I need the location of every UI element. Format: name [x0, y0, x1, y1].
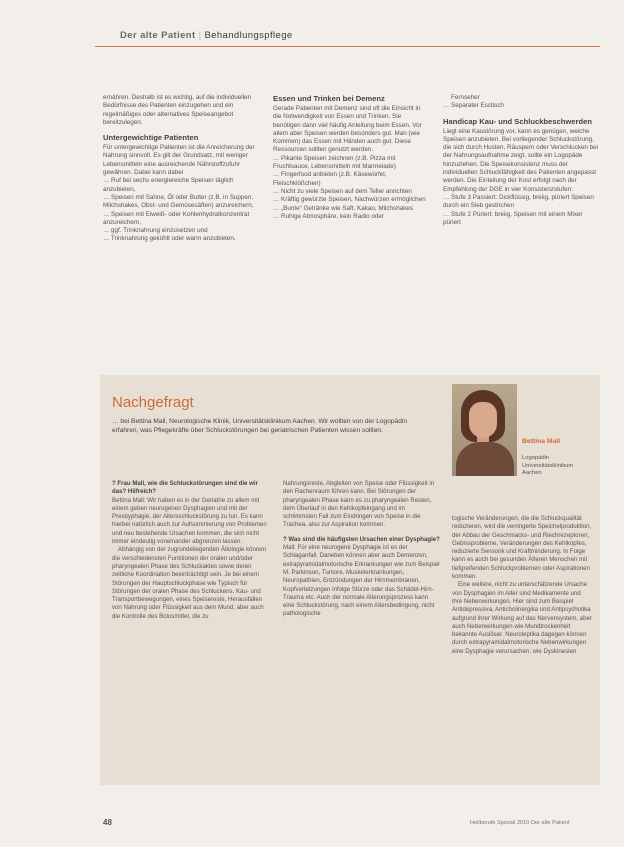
interview-column-3: [452, 515, 592, 656]
footer-source: Heilberufe Spezial 2010 Der alte Patient: [470, 820, 570, 826]
col1-text: Für untergewichtige Patienten ist die Anreicherung der Nahrung sinnvoll. Es gilt der Grundsatz, mit weniger Lebensmitteln eine ausreichende Nährstoffzufuhr gewähren. Dabei kann dabei: [103, 144, 255, 177]
answer: Nahrungsreste, Abgleiten von Speise oder Flüssigkeit in den Rachenraum führen kann. Bei Störungen der pharyngealen Phase kann es zu pharyngealen Resten, dem Überlauf in den Kehlkopfeingang und im schlimmsten Fall zum Eindringen von Speise in die Trachea, also zur Aspiration kommen.: [283, 480, 435, 529]
col3-top-list: [443, 94, 600, 111]
list-item: … Ruhige Atmosphäre, kein Radio oder: [273, 212, 384, 220]
col1-heading: Untergewichtige Patienten: [103, 133, 199, 143]
column-3: [443, 94, 600, 227]
answer: Bettina Mall: Wir haben es in der Geriatrie zu allem mit einem geben neurogenen Dysphagien und mit der Presbyphagie, der Altersschluckstörung zu tun. Es kann hierbei natürlich auch zur Aufsummierung von Problemen und neu bestehende Ursachen kommen, die sich nicht immer eindeutig voneinander abgrenzen lassen.: [112, 496, 267, 546]
photo-caption-name: Bettina Mall: [522, 438, 561, 445]
question: ? Was sind die häufigsten Ursachen einer Dysphagie?: [283, 535, 440, 543]
col2-heading: Essen und Trinken bei Demenz: [273, 94, 385, 103]
answer: logische Veränderungen, die die Schluckqualität reduzieren, wird die verringerte Speichelproduktion, der Abbau der Geschmacks- und Riechrezeptoren, Gebissprobleme, Veränderungen des Kehlkopfes, reduzierte Sensorik und Kraftminderung. In Folge kann es auch bei gesunden Älteren Menschen mit tiefgreifenden Schluckproblemen oder Aspirationen kommen.: [452, 515, 592, 581]
photo-caption-role: Logopädin Universitätsklinikum Aachen: [522, 455, 574, 476]
list-item: … Pikante Speisen zeichnen (z.B. Pizza mit Fruchtsauce, Lebensmitteln mit Marmelade): [273, 154, 396, 171]
box-intro: … bei Bettina Mall, Neurologische Klinik, Universitätsklinikum Aachen. Wir wollten von der Logopädin erfahren, was Pflegekräfte über Schluckstörungen bei geriatrischen Patienten wissen sollten.: [112, 418, 408, 435]
list-item: … Stufe 2 Püriert: breiig, Speisen mit einem Mixer püriert: [443, 210, 583, 226]
col2-list: [273, 155, 430, 221]
box-title: Nachgefragt: [112, 394, 194, 411]
header-subsection: Behandlungspflege: [204, 30, 293, 41]
list-item: Fernseher: [451, 94, 480, 101]
col3-heading: Handicap Kau- und Schluckbeschwerden: [443, 116, 592, 126]
answer: Mall: Für eine neurogene Dysphagie ist es der Schlaganfall. Daneben können aber auch Demenzen, extrapyramidalmotorische Erkrankungen wie zum Beispiel M. Parkinson, Tumore, Muskelerkrankungen, Neuropathien, Entzündungen der Hirnmembranen, Kopfverletzungen infolge Stürze oder das Schädel-Hirn-Trauma etc. Auch der normale Alterungsprozess kann eine Schluckstörung, nach einem Altersbedingung, nicht pathologische: [283, 544, 440, 618]
list-item: … Speisen mit Eiweiß- oder Kohlenhydratkonzentrat anzureichern,: [103, 210, 250, 226]
list-item: … Speisen mit Sahne, Öl oder Butter (z.B. in Suppen, Milchshakes, Obst- und Gemüsesäften) anzureichern,: [103, 193, 254, 210]
list-item: … „Bunte“ Getränke wie Saft, Kakao, Milchshakes: [273, 204, 413, 212]
answer: Eine weitere, nicht zu unterschätzende Ursache von Dysphagien im Alter sind Medikamente und ihre Nebenwirkungen. Hier sind zum Beispiel Antidepressiva, Anticholinergika und Antipsychotika aufgrund ihrer Wirkung auf das Nervensystem, aber auch Nebenwirkungen wie Mundtrockenheit bekannte Auslöser. Neuroleptika dagegen können durch extrapyramidalmotorische Nebenwirkungen eine Dysphagie verursachen, wie Dyskinesien: [452, 581, 592, 655]
col3-list: [443, 194, 600, 227]
page-number: 48: [103, 818, 112, 827]
list-item: … Nicht zu viele Speisen auf dem Teller anrichten: [273, 187, 412, 195]
running-header: Der alte Patient | Behandlungspflege: [120, 30, 293, 41]
list-item: … Kräftig gewürzte Speisen, Nachwürzen ermöglichen: [273, 196, 426, 204]
interview-column-1: [112, 480, 269, 621]
col1-intro: ernähren. Deshalb ist es wichtig, auf die individuellen Bedürfnisse des Patienten einzugehen und ein regelmäßiges oder alternatives Speiseangebot bereitzulegen.: [103, 94, 252, 126]
header-section: Der alte Patient: [120, 30, 196, 41]
col3-text: Liegt eine Kaustörung vor, kann es genügen, weiche Speisen anzubieten. Bei vorliegender Schluckstörung, die sich durch Husten, Räuspern oder Verschlucken bei der Nahrungsaufnahme zeigt, sollte ein Logopäde hinzuziehen. Die Speisekonsistenz muss der individuellen Schluckfähigkeit des Patienten angepasst werden. Die Einteilung der Kost erfolgt nach der Empfehlung der DGE in vier Konsistenzstufen:: [443, 127, 599, 193]
column-2: [273, 94, 430, 221]
col2-text: Gerade Patienten mit Demenz sind oft die Einsicht in die Notwendigkeit von Essen und Trinken. Sie benötigen dann viel häufig Anleitung beim Essen. Vor allem aber Speisen werden besonders gut. Man (wie Kommen) das Essen mit Händen auch gut. Diese Ressourcen sollten genutzt werden.: [273, 105, 422, 154]
question: ? Frau Mall, wie die Schluckstörungen sind die wir das? Hilfreich?: [112, 480, 258, 496]
list-item: … Separater Esstisch: [443, 102, 504, 110]
list-item: … ggf. Trinknahrung einzusetzen und: [103, 227, 208, 235]
list-item: … Stufe 3 Passiert: Dickflüssig, breiig, püriert Speisen durch ein Sieb gestrichen: [443, 193, 594, 210]
answer: Abhängig von der zugrundeliegenden Ätiologie können die verschiedensten Funktionen der oralen und/oder pharyngealen Phase des Schluckaktes sowie deren zeitliche Koordination beeinträchtigt sein. Je bei einem Störungen der Hauptschluckphase wie Typisch für Störungen der oralen Phase des Schluckens, Kau- und Transportbewegungen, eines Speisereste, Herausfallen von Nahrung oder Flüssigkeit aus dem Mund, aber auch die Kontrolle des Bolusmittel, die zu: [112, 546, 267, 620]
portrait-photo: [452, 384, 517, 476]
list-item: … Fingerfood anbieten (z.B. Käsewürfel, Fleischklößchen): [273, 171, 387, 187]
list-item: … Ruf bei sechs energiereiche Speisen täglich anzubieten,: [103, 177, 234, 193]
page-header: [0, 0, 624, 70]
header-rule: [95, 46, 600, 47]
list-item: … Trinknahrung gekühlt oder warm anzubieten.: [103, 235, 236, 243]
col1-list: [103, 177, 260, 243]
interview-column-2: [283, 480, 440, 619]
column-1: [103, 94, 260, 244]
